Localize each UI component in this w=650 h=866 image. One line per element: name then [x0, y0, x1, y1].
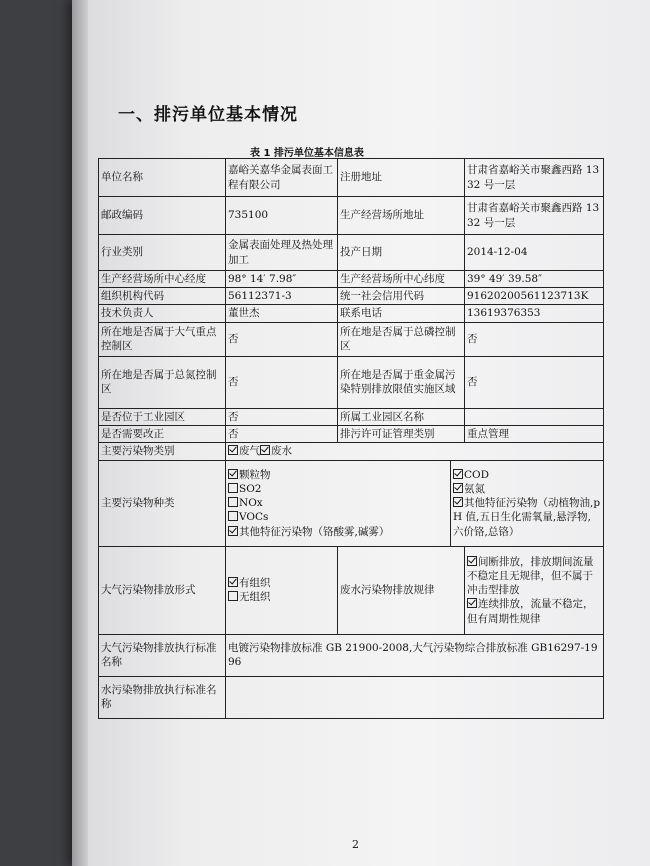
- binding-edge: [72, 0, 88, 866]
- value-cell: [465, 408, 604, 425]
- label-cell: 注册地址: [338, 159, 465, 197]
- value-cell: 2014-12-04: [465, 235, 604, 271]
- table-row: [99, 159, 604, 197]
- value-cell: 否: [226, 425, 338, 442]
- option-label: 废气: [239, 445, 260, 458]
- label-cell: 投产日期: [338, 235, 465, 271]
- option-label: 有组织: [239, 577, 271, 590]
- option-label: 氨氮: [464, 483, 485, 496]
- value-cell: 甘肃省嘉峪关市聚鑫西路 1332 号一层: [465, 159, 604, 197]
- label-cell: 所在地是否属于大气重点控制区: [99, 322, 226, 356]
- option-label: 其他特征污染物（动植物油,pH 值,五日生化需氧量,悬浮物,六价铬,总铬）: [453, 497, 601, 538]
- option-label: SO2: [239, 483, 262, 496]
- value-cell: 56112371-3: [226, 288, 338, 305]
- value-cell: 91620200561123713K: [465, 288, 604, 305]
- value-cell: 否: [465, 356, 604, 408]
- label-cell: 行业类别: [99, 235, 226, 271]
- label-cell: 联系电话: [338, 305, 465, 322]
- label-cell: 水污染物排放执行标准名称: [99, 676, 226, 718]
- pollutant-category-cell: [226, 442, 604, 460]
- option-label: COD: [464, 468, 490, 481]
- checkbox-icon: [260, 445, 270, 455]
- option-label: VOCs: [239, 511, 269, 524]
- table-row: [99, 235, 604, 271]
- value-cell: 金属表面处理及热处理加工: [226, 235, 338, 271]
- table-row: [99, 288, 604, 305]
- table-row: [99, 322, 604, 356]
- label-cell: 统一社会信用代码: [338, 288, 465, 305]
- table-row: [99, 197, 604, 235]
- value-cell: 否: [226, 408, 338, 425]
- value-cell: 董世杰: [226, 305, 338, 322]
- label-cell: 生产经营场所中心纬度: [338, 271, 465, 288]
- table-row: [99, 546, 604, 634]
- table-row: [99, 676, 604, 718]
- label-cell: 技术负责人: [99, 305, 226, 322]
- checkbox-icon: [228, 591, 238, 601]
- water-rule-options: [465, 546, 604, 634]
- label-cell: 所在地是否属于总氮控制区: [99, 356, 226, 408]
- checkbox-icon: [453, 497, 463, 507]
- label-cell: 单位名称: [99, 159, 226, 197]
- value-cell: 735100: [226, 197, 338, 235]
- value-cell: 13619376353: [465, 305, 604, 322]
- option-label: 无组织: [239, 591, 271, 604]
- section-heading: 一、排污单位基本情况: [118, 105, 298, 125]
- air-pollutant-options: [226, 460, 451, 546]
- value-cell: [226, 676, 604, 718]
- value-cell: 否: [226, 356, 338, 408]
- value-cell: 否: [465, 322, 604, 356]
- air-emission-options: [226, 546, 338, 634]
- value-cell: 甘肃省嘉峪关市聚鑫西路 1332 号一层: [465, 197, 604, 235]
- checkbox-icon: [228, 526, 238, 536]
- table-row: [99, 634, 604, 676]
- option-label: 废水: [271, 445, 292, 458]
- table-row: [99, 460, 604, 546]
- value-cell: 电镀污染物排放标准 GB 21900-2008,大气污染物综合排放标准 GB16297-1996: [226, 634, 604, 676]
- label-cell: 组织机构代码: [99, 288, 226, 305]
- checkbox-icon: [453, 469, 463, 479]
- table-row: [99, 356, 604, 408]
- label-cell: 主要污染物种类: [99, 460, 226, 546]
- option-label: 其他特征污染物（铬酸雾,碱雾）: [239, 525, 390, 538]
- label-cell: 排污许可证管理类别: [338, 425, 465, 442]
- label-cell: 主要污染物类别: [99, 442, 226, 460]
- checkbox-icon: [228, 445, 238, 455]
- table-row: [99, 442, 604, 460]
- checkbox-icon: [453, 483, 463, 493]
- option-label: 间断排放，排放期间流量不稳定且无规律，但不属于冲击型排放: [467, 555, 594, 597]
- checkbox-icon: [228, 511, 238, 521]
- label-cell: 是否位于工业园区: [99, 408, 226, 425]
- info-table: [98, 158, 604, 719]
- water-pollutant-options: [451, 460, 604, 546]
- page-number: 2: [352, 838, 359, 851]
- option-label: 连续排放，流量不稳定，但有周期性规律: [467, 598, 594, 625]
- option-label: NOx: [239, 497, 263, 510]
- table-row: [99, 425, 604, 442]
- table-row: [99, 271, 604, 288]
- label-cell: 所属工业园区名称: [338, 408, 465, 425]
- label-cell: 所在地是否属于重金属污染特别排放限值实施区域: [338, 356, 465, 408]
- checkbox-icon: [467, 598, 477, 608]
- value-cell: 嘉峪关嘉华金属表面工程有限公司: [226, 159, 338, 197]
- checkbox-icon: [228, 469, 238, 479]
- label-cell: 所在地是否属于总磷控制区: [338, 322, 465, 356]
- table-caption: 表 1 排污单位基本信息表: [250, 148, 364, 159]
- checkbox-icon: [228, 577, 238, 587]
- checkbox-icon: [228, 497, 238, 507]
- label-cell: 生产经营场所中心经度: [99, 271, 226, 288]
- label-cell: 大气污染物排放形式: [99, 546, 226, 634]
- label-cell: 废水污染物排放规律: [338, 546, 465, 634]
- label-cell: 大气污染物排放执行标准名称: [99, 634, 226, 676]
- table-row: [99, 305, 604, 322]
- checkbox-icon: [228, 483, 238, 493]
- table-row: [99, 408, 604, 425]
- label-cell: 邮政编码: [99, 197, 226, 235]
- checkbox-icon: [467, 556, 477, 566]
- label-cell: 生产经营场所地址: [338, 197, 465, 235]
- label-cell: 是否需要改正: [99, 425, 226, 442]
- value-cell: 98° 14′ 7.98″: [226, 271, 338, 288]
- value-cell: 否: [226, 322, 338, 356]
- option-label: 颗粒物: [239, 468, 271, 481]
- value-cell: 39° 49′ 39.58″: [465, 271, 604, 288]
- value-cell: 重点管理: [465, 425, 604, 442]
